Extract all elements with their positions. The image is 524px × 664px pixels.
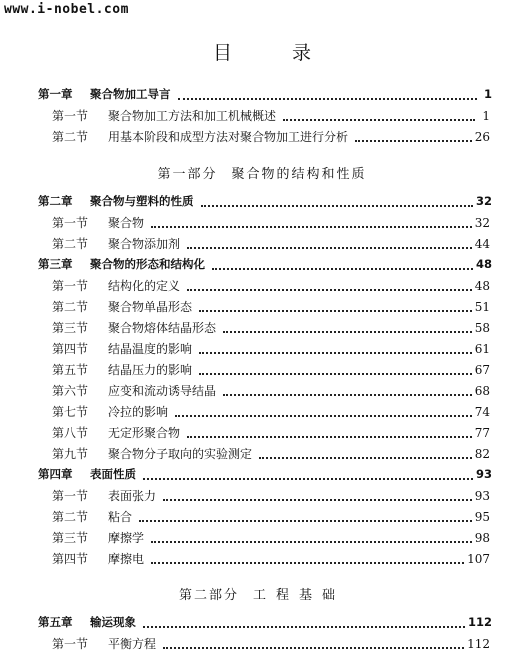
toc-section[interactable] [52, 550, 490, 568]
page-number: 44 [474, 237, 490, 251]
leader-dots [143, 468, 473, 480]
section-number: 第七节 [52, 405, 89, 419]
toc-section[interactable] [52, 128, 490, 146]
page-number: 48 [475, 257, 492, 271]
leader-dots [259, 447, 472, 459]
leader-dots [175, 405, 472, 417]
section-number: 第六节 [52, 384, 89, 398]
section-title: 聚合物分子取向的实验测定 [108, 447, 253, 461]
page-number: 112 [467, 637, 490, 651]
page-number: 95 [474, 510, 490, 524]
leader-dots [223, 321, 472, 333]
chapter-title: 表面性质 [90, 467, 136, 481]
page-number: 93 [475, 467, 492, 481]
toc-chapter-2[interactable] [38, 193, 492, 211]
page-number: 74 [474, 405, 490, 419]
page-number: 61 [474, 342, 490, 356]
toc-section[interactable] [52, 635, 490, 653]
leader-dots [151, 216, 472, 228]
page-number: 77 [474, 426, 490, 440]
section-number: 第三节 [52, 531, 89, 545]
section-number: 第二节 [52, 510, 89, 524]
section-number: 第二节 [52, 130, 89, 144]
leader-dots [283, 109, 475, 121]
part-label: 第一部分 [157, 167, 218, 182]
leader-dots [163, 637, 464, 649]
page-number: 98 [474, 531, 490, 545]
toc-section[interactable] [52, 424, 490, 442]
part-title: 工程基础 [253, 588, 346, 603]
section-title: 结晶压力的影响 [108, 363, 193, 377]
leader-dots [212, 258, 473, 270]
toc-section[interactable] [52, 107, 490, 125]
section-title: 聚合物 [108, 216, 145, 230]
section-number: 第一节 [52, 216, 89, 230]
chapter-number: 第五章 [38, 615, 73, 629]
leader-dots [187, 426, 472, 438]
section-title: 冷拉的影响 [108, 405, 169, 419]
toc-section[interactable] [52, 214, 490, 232]
leader-dots [223, 384, 472, 396]
leader-dots [139, 510, 472, 522]
section-number: 第一节 [52, 637, 89, 651]
section-title: 平衡方程 [108, 637, 157, 651]
section-title: 用基本阶段和成型方法对聚合物加工进行分析 [108, 130, 349, 144]
section-number: 第四节 [52, 552, 89, 566]
leader-dots [199, 342, 472, 354]
part-label: 第二部分 [178, 588, 239, 603]
leader-dots [143, 616, 465, 628]
section-title: 无定形聚合物 [108, 426, 181, 440]
watermark-url: www.i-nobel.com [4, 2, 129, 17]
section-title: 表面张力 [108, 489, 157, 503]
page-number: 51 [474, 300, 490, 314]
chapter-number: 第二章 [38, 194, 73, 208]
section-title: 粘合 [108, 510, 133, 524]
page-number: 26 [474, 130, 490, 144]
page-number: 68 [474, 384, 490, 398]
toc-section[interactable] [52, 508, 490, 526]
toc-chapter-4[interactable] [38, 466, 492, 484]
leader-dots [163, 489, 472, 501]
leader-dots [187, 279, 472, 291]
page-number: 93 [474, 489, 490, 503]
toc-section[interactable] [52, 382, 490, 400]
chapter-title: 输运现象 [90, 615, 136, 629]
section-title: 结构化的定义 [108, 279, 181, 293]
leader-dots [355, 130, 472, 142]
toc-chapter-3[interactable] [38, 256, 492, 274]
chapter-number: 第一章 [38, 87, 73, 101]
page-number: 82 [474, 447, 490, 461]
part-heading-2 [0, 584, 524, 603]
toc-chapter-1[interactable] [38, 86, 492, 104]
toc-section[interactable] [52, 403, 490, 421]
page-number: 1 [482, 109, 490, 123]
section-number: 第一节 [52, 279, 89, 293]
page-number: 48 [474, 279, 490, 293]
toc-section[interactable] [52, 235, 490, 253]
section-title: 摩擦学 [108, 531, 145, 545]
chapter-title: 聚合物与塑料的性质 [90, 194, 194, 208]
page-number: 112 [467, 615, 492, 629]
leader-dots [187, 237, 472, 249]
section-title: 聚合物单晶形态 [108, 300, 193, 314]
section-title: 聚合物添加剂 [108, 237, 181, 251]
toc-section[interactable] [52, 277, 490, 295]
chapter-title: 聚合物的形态和结构化 [90, 257, 205, 271]
leader-dots [178, 88, 478, 100]
leader-dots [151, 531, 472, 543]
chapter-number: 第四章 [38, 467, 73, 481]
section-number: 第一节 [52, 109, 89, 123]
toc-section[interactable] [52, 319, 490, 337]
page-number: 32 [475, 194, 492, 208]
toc-section[interactable] [52, 361, 490, 379]
section-title: 聚合物加工方法和加工机械概述 [108, 109, 277, 123]
toc-section[interactable] [52, 445, 490, 463]
section-title: 聚合物熔体结晶形态 [108, 321, 217, 335]
section-number: 第五节 [52, 363, 89, 377]
toc-chapter-5[interactable] [38, 614, 492, 632]
page-number: 1 [483, 87, 492, 101]
toc-section[interactable] [52, 298, 490, 316]
leader-dots [201, 195, 473, 207]
section-number: 第二节 [52, 237, 89, 251]
page-number: 32 [474, 216, 490, 230]
page-number: 67 [474, 363, 490, 377]
page-title: 目录 [212, 42, 371, 64]
section-number: 第八节 [52, 426, 89, 440]
part-heading-1 [0, 163, 524, 182]
section-number: 第九节 [52, 447, 89, 461]
chapter-number: 第三章 [38, 257, 73, 271]
toc-section[interactable] [52, 340, 490, 358]
toc-section[interactable] [52, 529, 490, 547]
page-number: 107 [467, 552, 490, 566]
section-number: 第四节 [52, 342, 89, 356]
section-number: 第三节 [52, 321, 89, 335]
section-title: 摩擦电 [108, 552, 145, 566]
part-title: 聚合物的结构和性质 [231, 167, 367, 182]
page-number: 58 [474, 321, 490, 335]
section-title: 应变和流动诱导结晶 [108, 384, 217, 398]
chapter-title: 聚合物加工导言 [90, 87, 171, 101]
section-number: 第一节 [52, 489, 89, 503]
leader-dots [199, 300, 472, 312]
section-number: 第二节 [52, 300, 89, 314]
toc-section[interactable] [52, 487, 490, 505]
leader-dots [199, 363, 472, 375]
section-title: 结晶温度的影响 [108, 342, 193, 356]
leader-dots [151, 552, 464, 564]
